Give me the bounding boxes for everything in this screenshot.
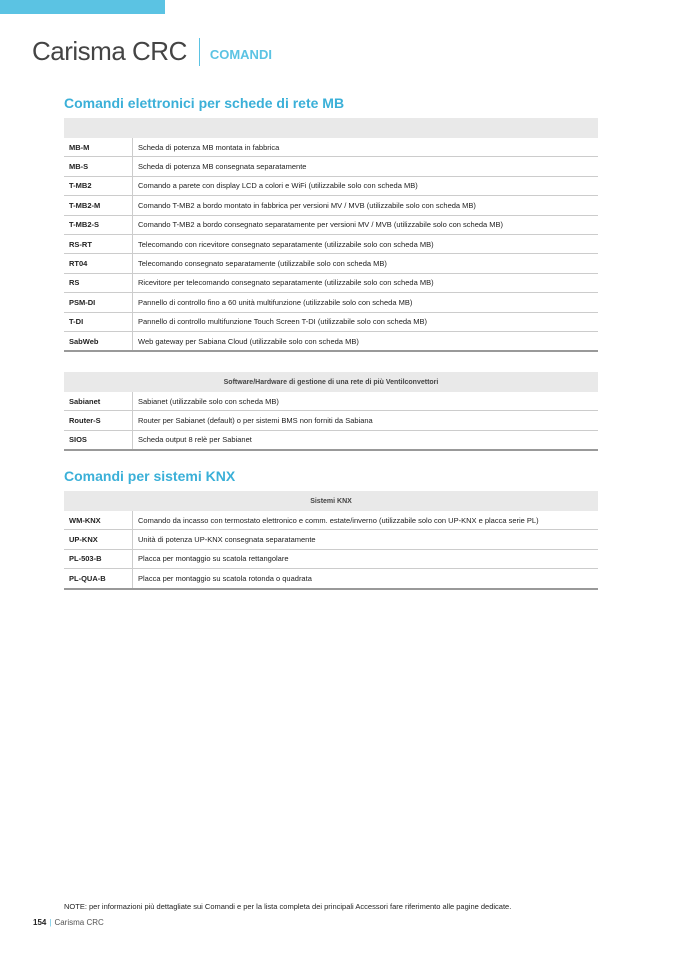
footnote: NOTE: per informazioni più dettagliate sui Comandi e per la lista completa dei principali Accessori fare riferimento alle pagine dedicate. <box>64 902 512 911</box>
footer-title: Carisma CRC <box>54 918 104 927</box>
product-description: Telecomando con ricevitore consegnato separatamente (utilizzabile solo con scheda MB) <box>133 234 599 253</box>
product-description: Ricevitore per telecomando consegnato separatamente (utilizzabile solo con scheda MB) <box>133 273 599 292</box>
product-code: T-MB2-S <box>64 215 133 234</box>
table-row <box>64 254 598 273</box>
table-row <box>64 138 598 157</box>
product-code: MB-S <box>64 157 133 176</box>
product-description: Scheda di potenza MB consegnata separatamente <box>133 157 599 176</box>
table-row <box>64 312 598 331</box>
table-header: Sistemi KNX <box>64 491 598 511</box>
product-code: PL-503-B <box>64 549 133 568</box>
title-divider <box>199 38 200 66</box>
section-title: COMANDI <box>209 47 272 62</box>
table-row <box>64 234 598 253</box>
table-row <box>64 392 598 411</box>
table-row <box>64 273 598 292</box>
product-code: RS <box>64 273 133 292</box>
product-description: Scheda output 8 relè per Sabianet <box>133 430 599 450</box>
product-code: MB-M <box>64 138 133 157</box>
heading-knx: Comandi per sistemi KNX <box>64 468 236 484</box>
product-description: Comando T-MB2 a bordo montato in fabbrica per versioni MV / MVB (utilizzabile solo con scheda MB) <box>133 196 599 215</box>
product-description: Router per Sabianet (default) o per sistemi BMS non forniti da Sabiana <box>133 411 599 430</box>
product-code: SabWeb <box>64 331 133 351</box>
product-description: Web gateway per Sabiana Cloud (utilizzabile solo con scheda MB) <box>133 331 599 351</box>
page-footer <box>33 918 104 927</box>
product-code: RT04 <box>64 254 133 273</box>
table-header-row <box>64 491 598 511</box>
page-title <box>32 36 272 67</box>
product-description: Placca per montaggio su scatola rotonda o quadrata <box>133 569 599 589</box>
table-row <box>64 196 598 215</box>
product-description: Pannello di controllo multifunzione Touch Screen T-DI (utilizzabile solo con scheda MB) <box>133 312 599 331</box>
product-code: T-MB2-M <box>64 196 133 215</box>
table-row <box>64 157 598 176</box>
product-code: SIOS <box>64 430 133 450</box>
table-header: Software/Hardware di gestione di una rete di più Ventilconvettori <box>64 372 598 392</box>
table-row <box>64 511 598 530</box>
footer-divider: | <box>49 918 52 927</box>
table-knx <box>64 491 598 590</box>
table-row <box>64 331 598 351</box>
product-code: T-DI <box>64 312 133 331</box>
table-sabianet <box>64 372 598 451</box>
product-code: T-MB2 <box>64 176 133 195</box>
product-code: UP-KNX <box>64 530 133 549</box>
product-code: PSM-DI <box>64 293 133 312</box>
product-description: Telecomando consegnato separatamente (utilizzabile solo con scheda MB) <box>133 254 599 273</box>
table-row <box>64 411 598 430</box>
table-row <box>64 569 598 589</box>
product-description: Pannello di controllo fino a 60 unità multifunzione (utilizzabile solo con scheda MB) <box>133 293 599 312</box>
page-number: 154 <box>33 918 47 927</box>
product-description: Comando a parete con display LCD a colori e WiFi (utilizzabile solo con scheda MB) <box>133 176 599 195</box>
table-row <box>64 176 598 195</box>
product-description: Comando T-MB2 a bordo consegnato separatamente per versioni MV / MVB (utilizzabile solo con scheda MB) <box>133 215 599 234</box>
table-header-row <box>64 118 598 138</box>
product-description: Unità di potenza UP-KNX consegnata separatamente <box>133 530 599 549</box>
table-header-row <box>64 372 598 392</box>
product-code: WM-KNX <box>64 511 133 530</box>
product-description: Scheda di potenza MB montata in fabbrica <box>133 138 599 157</box>
product-code: Router-S <box>64 411 133 430</box>
heading-mb: Comandi elettronici per schede di rete MB <box>64 95 345 111</box>
table-header <box>64 118 598 138</box>
product-description: Sabianet (utilizzabile solo con scheda MB) <box>133 392 599 411</box>
table-row <box>64 549 598 568</box>
product-description: Placca per montaggio su scatola rettangolare <box>133 549 599 568</box>
product-code: RS-RT <box>64 234 133 253</box>
table-row <box>64 530 598 549</box>
table-mb <box>64 118 598 352</box>
product-code: Sabianet <box>64 392 133 411</box>
product-title: Carisma CRC <box>32 36 187 66</box>
table-row <box>64 215 598 234</box>
table-row <box>64 293 598 312</box>
table-row <box>64 430 598 450</box>
top-accent-bar <box>0 0 165 14</box>
product-code: PL-QUA-B <box>64 569 133 589</box>
product-description: Comando da incasso con termostato elettronico e comm. estate/inverno (utilizzabile solo con UP-KNX e placca serie PL) <box>133 511 599 530</box>
